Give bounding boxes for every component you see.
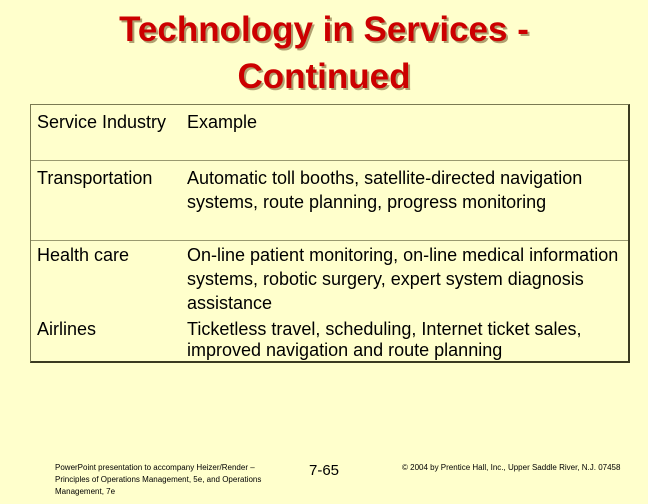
page-number: 7-65 — [309, 462, 340, 479]
row-example-cell: Automatic toll booths, satellite-directed navigation systems, route planning, progress monitoring — [187, 168, 583, 212]
table-header-row — [31, 105, 628, 161]
slide-title — [0, 6, 648, 100]
row-industry-cell: Airlines — [37, 319, 97, 339]
header-service-industry: Service Industry — [37, 112, 167, 132]
row-industry-cell: Health care — [37, 245, 130, 265]
row-industry-cell: Transportation — [37, 168, 153, 188]
header-example: Example — [187, 112, 258, 132]
slide-title-line-2: Continued — [237, 57, 411, 96]
row-example-cell: On-line patient monitoring, on-line medical information systems, robotic surgery, expert system diagnosis assistance — [187, 245, 619, 313]
slide-title-line-1: Technology in Services - — [119, 10, 529, 49]
footer-copyright: © 2004 by Prentice Hall, Inc., Upper Saddle River, N.J. 07458 — [402, 463, 621, 472]
table-row — [31, 161, 628, 241]
table-row — [31, 241, 628, 319]
row-example-cell: Ticketless travel, scheduling, Internet ticket sales, improved navigation and route planning — [187, 319, 582, 360]
table-row — [31, 319, 628, 361]
services-table — [30, 104, 630, 363]
footer-attribution: PowerPoint presentation to accompany Heizer/Render – Principles of Operations Management, 5e, and Operations Management, 7e — [55, 463, 262, 496]
